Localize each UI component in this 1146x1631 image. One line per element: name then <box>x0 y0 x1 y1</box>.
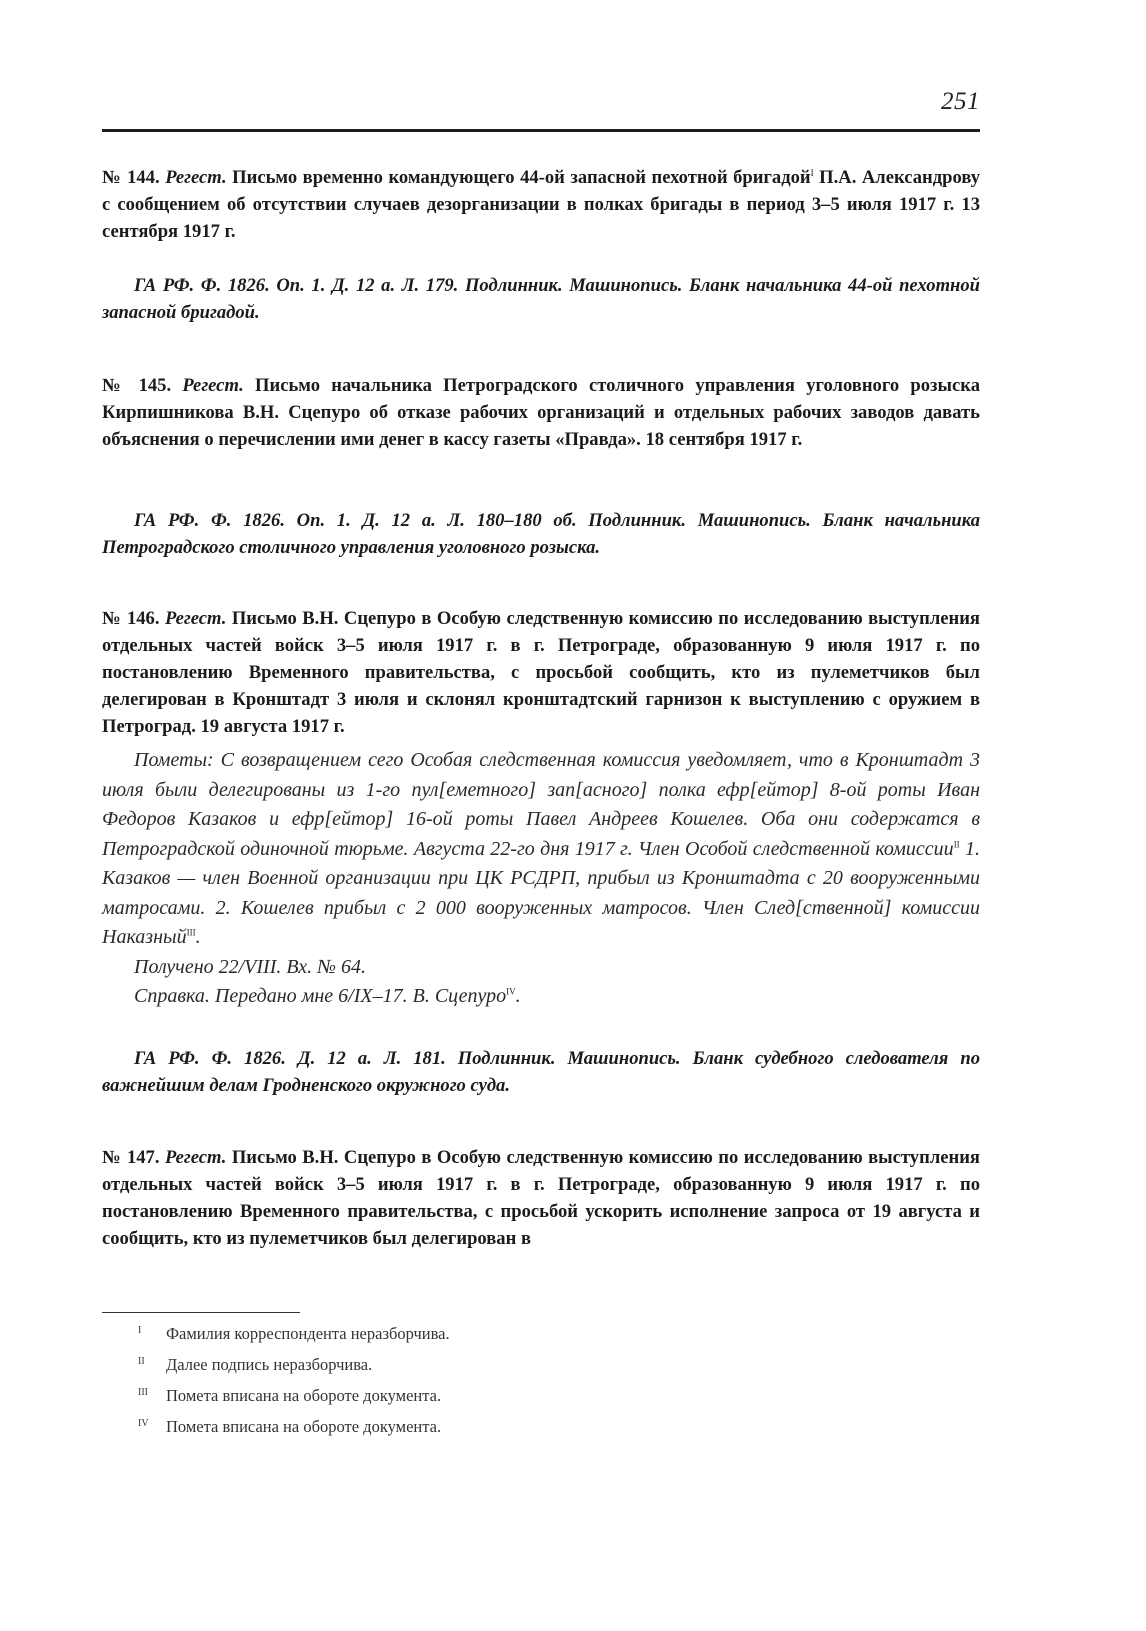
footnote-ref[interactable]: I <box>810 167 814 178</box>
entry-144-regest <box>102 164 980 245</box>
entry-keyword: Регест. <box>164 1147 227 1168</box>
entry-146-regest <box>102 605 980 740</box>
notes-text: 1. Казаков — член Военной организации при ЦК РСДРП, прибыл из Кронштадта с 20 вооруженными матросами. 2. Кошелев прибыл с 2 000 вооруженных матросов. Член След[ственной] комиссии Наказный <box>102 837 981 948</box>
notes-text: Справка. Передано мне 6/IX–17. В. Сцепуро <box>134 985 507 1007</box>
entry-keyword: Регест. <box>182 375 244 396</box>
entry-146-source: ГА РФ. Ф. 1826. Д. 12 а. Л. 181. Подлинник. Машинопись. Бланк судебного следователя по важнейшим делам Гродненского окружного суда. <box>102 1048 980 1096</box>
footnote-mark: I <box>138 1325 142 1336</box>
notes-text: . <box>195 926 201 948</box>
header-rule <box>102 129 980 132</box>
entry-147-regest <box>102 1144 980 1252</box>
footnotes <box>102 1324 702 1448</box>
entry-146-notes <box>102 746 980 1012</box>
footnote-text: Далее подпись неразборчива. <box>166 1355 373 1374</box>
entry-number: № 145. <box>102 375 172 396</box>
entry-144-source: ГА РФ. Ф. 1826. Оп. 1. Д. 12 а. Л. 179. Подлинник. Машинопись. Бланк начальника 44-ой пехотной запасной бригадой. <box>102 275 980 323</box>
entry-number: № 147. <box>102 1147 160 1168</box>
entry-text: Письмо временно командующего 44-ой запасной пехотной бригадой <box>226 167 811 188</box>
page-number: 251 <box>941 88 980 115</box>
footnote-mark: II <box>138 1356 145 1367</box>
notes-text: . <box>515 985 521 1007</box>
notes-paragraph <box>102 746 980 953</box>
entry-keyword: Регест. <box>164 608 227 629</box>
notes-received: Получено 22/VIII. Вх. № 64. <box>134 955 367 978</box>
footnote-text: Фамилия корреспондента неразборчива. <box>166 1324 450 1343</box>
footnote <box>102 1324 702 1355</box>
footnote <box>102 1355 702 1386</box>
footnote-ref[interactable]: III <box>186 927 196 938</box>
entry-text: Письмо В.Н. Сцепуро в Особую следственную комиссию по исследованию выступления отдельных частей войск 3–5 июля 1917 г. в г. Петрограде, образованную 9 июля 1917 г. по постановлению Временного правительства, с просьбой ускорить исполнение запроса от 19 августа и сообщить, кто из пулеметчиков был делегирован в <box>102 1147 980 1249</box>
entry-text-cont: П.А. Александрову с сообщением об отсутствии случаев дезорганизации в полках бригады в период 3–5 июля 1917 г. 13 сентября 1917 г. <box>102 167 981 242</box>
footnote-mark: IV <box>138 1418 149 1429</box>
entry-number: № 146. <box>102 608 160 629</box>
entry-text: Письмо В.Н. Сцепуро в Особую следственную комиссию по исследованию выступления отдельных частей войск 3–5 июля 1917 г. в г. Петрограде, образованную 9 июля 1917 г. по постановлению Временного правительства, с просьбой сообщить, кто из пулеметчиков был делегирован в Кронштадт 3 июля и склонял кронштадтский гарнизон к выступлению с оружием в Петроград. 19 августа 1917 г. <box>102 608 980 737</box>
entry-text: Письмо начальника Петроградского столичного управления уголовного розыска Кирпишникова В.Н. Сцепуро об отказе рабочих организаций и отдельных рабочих заводов давать объяснения о перечислении ими денег в кассу газеты «Правда». 18 сентября 1917 г. <box>102 375 980 450</box>
footnote-text: Помета вписана на обороте документа. <box>166 1417 442 1436</box>
footnote-text: Помета вписана на обороте документа. <box>166 1386 442 1405</box>
footnote <box>102 1386 702 1417</box>
footnote-rule <box>102 1312 300 1313</box>
footnote-ref[interactable]: II <box>953 838 960 849</box>
footnote <box>102 1417 702 1448</box>
entry-keyword: Регест. <box>165 167 227 188</box>
entry-145-regest <box>102 372 980 453</box>
entry-number: № 144. <box>102 167 160 188</box>
footnote-mark: III <box>138 1387 148 1398</box>
notes-text: Пометы: С возвращением сего Особая следственная комиссия уведомляет, что в Кронштадт 3 июля были делегированы из 1-го пул[еметного] зап[асного] полка ефр[ейтор] 8-ой роты Иван Федоров Казаков и ефр[ейтор] 16-ой роты Павел Андреев Кошелев. Оба они содержатся в Петроградской одиночной тюрьме. Августа 22-го дня 1917 г. Член Особой следственной комиссии <box>102 749 980 860</box>
footnote-ref[interactable]: IV <box>506 986 516 997</box>
entry-145-source: ГА РФ. Ф. 1826. Оп. 1. Д. 12 а. Л. 180–180 об. Подлинник. Машинопись. Бланк начальника Петроградского столичного управления уголовного розыска. <box>102 510 980 558</box>
notes-reference <box>102 982 980 1012</box>
